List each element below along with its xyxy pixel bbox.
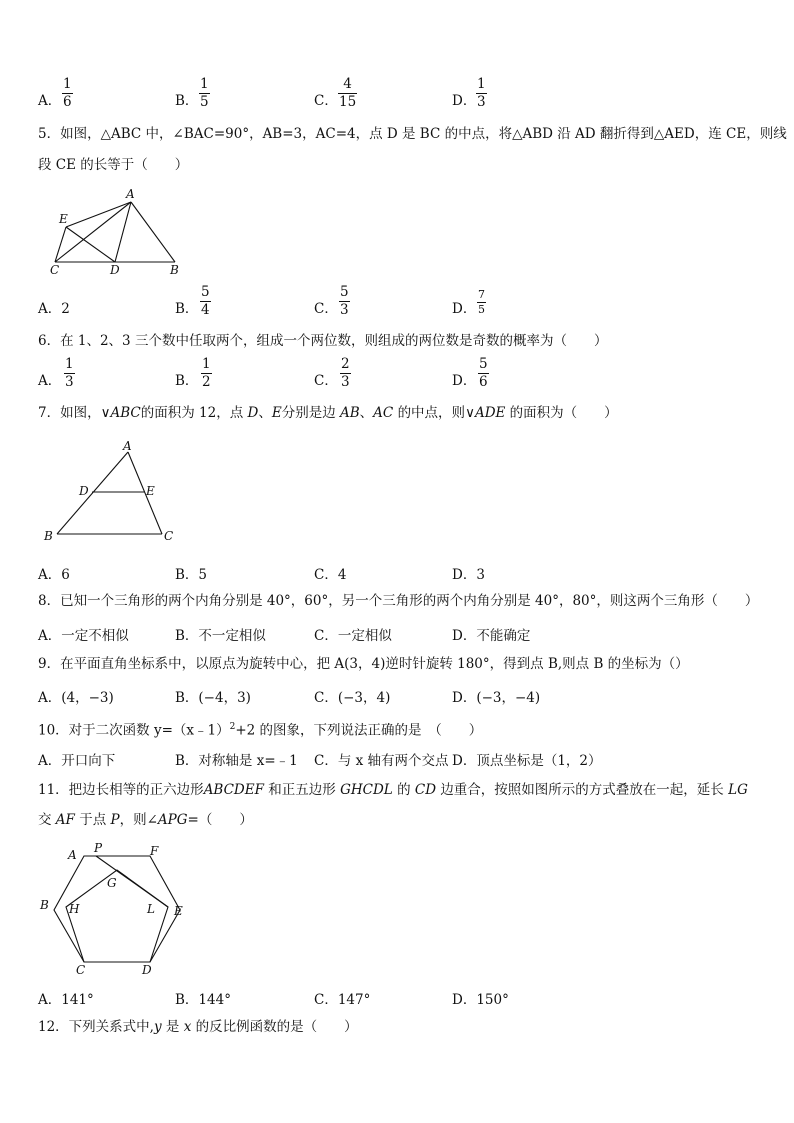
- q7-label-e: E: [146, 484, 155, 498]
- q10-option-b: B．对称轴是 x=﹣1: [175, 753, 298, 769]
- q7-option-d: D．3: [452, 567, 485, 583]
- q11-label-p: P: [94, 841, 103, 855]
- q5-option-c-letter: C．: [314, 301, 338, 317]
- q4-option-c-letter: C．: [314, 93, 338, 109]
- q10-option-c: C．与 x 轴有两个交点: [314, 753, 449, 769]
- q12-text: 12．下列关系式中,y 是 x 的反比例函数的是（ ）: [38, 1019, 358, 1035]
- q7-option-a: A．6: [38, 567, 70, 583]
- q5-line1: 5．如图，△ABC 中，∠BAC=90°，AB=3，AC=4，点 D 是 BC 的中点，将△ABD 沿 AD 翻折得到△AED，连 CE，则线: [38, 126, 787, 142]
- q7-label-b: B: [44, 529, 53, 543]
- q8-text: 8．已知一个三角形的两个内角分别是 40°，60°，另一个三角形的两个内角分别是 40°，80°，则这两个三角形（ ）: [38, 593, 759, 609]
- q5-figure: [45, 186, 190, 278]
- q5-option-c-fraction: 5 3: [340, 284, 349, 318]
- q8-option-a: A．一定不相似: [38, 628, 129, 644]
- q6-option-a-fraction: 1 3: [65, 356, 74, 390]
- q5-option-d-letter: D．: [452, 301, 477, 317]
- q8-option-c: C．一定相似: [314, 628, 392, 644]
- q8-option-d: D．不能确定: [452, 628, 531, 644]
- q8-option-b: B．不一定相似: [175, 628, 266, 644]
- q6-option-b-letter: B．: [175, 373, 199, 389]
- q9-option-a: A．(4，−3): [38, 690, 114, 706]
- q6-text: 6．在 1、2、3 三个数中任取两个，组成一个两位数，则组成的两位数是奇数的概率为（ ）: [38, 333, 608, 349]
- q11-label-c: C: [76, 963, 86, 977]
- q9-option-c: C．(−3，4): [314, 690, 391, 706]
- q5-label-c: C: [50, 263, 60, 277]
- q11-label-b: B: [40, 898, 49, 912]
- q6-option-b-fraction: 1 2: [202, 356, 211, 390]
- q6-option-c-letter: C．: [314, 373, 338, 389]
- q7-label-d: D: [79, 484, 89, 498]
- q4-option-c-fraction: 4 15: [339, 76, 357, 110]
- q5-line2: 段 CE 的长等于（ ）: [38, 157, 189, 173]
- q9-text: 9．在平面直角坐标系中，以原点为旋转中心，把 A(3，4)逆时针旋转 180°，得到点 B,则点 B 的坐标为（）: [38, 656, 689, 672]
- q7-option-b: B．5: [175, 567, 208, 583]
- q11-label-l: L: [147, 902, 155, 916]
- q11-option-d: D．150°: [452, 992, 509, 1008]
- q10-text: 10．对于二次函数 y=（x﹣1）$^2$+2 的图象，下列说法正确的是 （ ）: [38, 722, 483, 739]
- q11-label-d: D: [142, 963, 152, 977]
- q4-option-b-fraction: 1 5: [200, 76, 209, 110]
- q10-option-d: D．顶点坐标是（1，2）: [452, 753, 602, 769]
- q5-label-e: E: [59, 212, 68, 226]
- q10-option-a: A．开口向下: [38, 753, 116, 769]
- q6-option-d-fraction: 5 6: [479, 356, 488, 390]
- q7-text: 7．如图，∨ABC的面积为 12，点 D、E分别是边 AB、AC 的中点，则∨ADE 的面积为（ ）: [38, 405, 618, 421]
- q11-label-h: H: [69, 902, 80, 916]
- q11-label-e: E: [174, 904, 183, 918]
- q4-option-a-letter: A．: [38, 93, 62, 109]
- q6-option-c-fraction: 2 3: [341, 356, 350, 390]
- q11-option-c: C．147°: [314, 992, 371, 1008]
- q5-option-b-fraction: 5 4: [201, 284, 210, 318]
- q11-option-a: A．141°: [38, 992, 94, 1008]
- q5-option-d-fraction: 7 5: [478, 288, 485, 316]
- q11-figure: [34, 838, 194, 980]
- q5-label-b: B: [170, 263, 179, 277]
- q7-label-a: A: [123, 439, 132, 453]
- q4-option-a-fraction: 1 6: [63, 76, 72, 110]
- q9-option-b: B．(−4，3): [175, 690, 251, 706]
- q11-line1: 11．把边长相等的正六边形ABCDEF 和正五边形 GHCDL 的 CD 边重合，按照如图所示的方式叠放在一起，延长 LG: [38, 782, 748, 798]
- q4-option-d-fraction: 1 3: [477, 76, 486, 110]
- q11-line2: 交 AF 于点 P，则∠APG=（ ）: [38, 812, 253, 828]
- q5-option-a: A．2: [38, 301, 70, 317]
- q5-label-d: D: [110, 263, 120, 277]
- q4-option-b-letter: B．: [175, 93, 199, 109]
- q6-option-a-letter: A．: [38, 373, 62, 389]
- q7-option-c: C．4: [314, 567, 347, 583]
- q4-option-d-letter: D．: [452, 93, 477, 109]
- q7-label-c: C: [164, 529, 174, 543]
- q11-label-g: G: [107, 876, 117, 890]
- q5-option-b-letter: B．: [175, 301, 199, 317]
- q11-label-f: F: [150, 844, 159, 858]
- q11-option-b: B．144°: [175, 992, 231, 1008]
- q7-figure: [40, 436, 180, 548]
- q6-option-d-letter: D．: [452, 373, 477, 389]
- q5-label-a: A: [126, 187, 135, 201]
- q9-option-d: D．(−3，−4): [452, 690, 541, 706]
- q11-label-a: A: [68, 848, 77, 862]
